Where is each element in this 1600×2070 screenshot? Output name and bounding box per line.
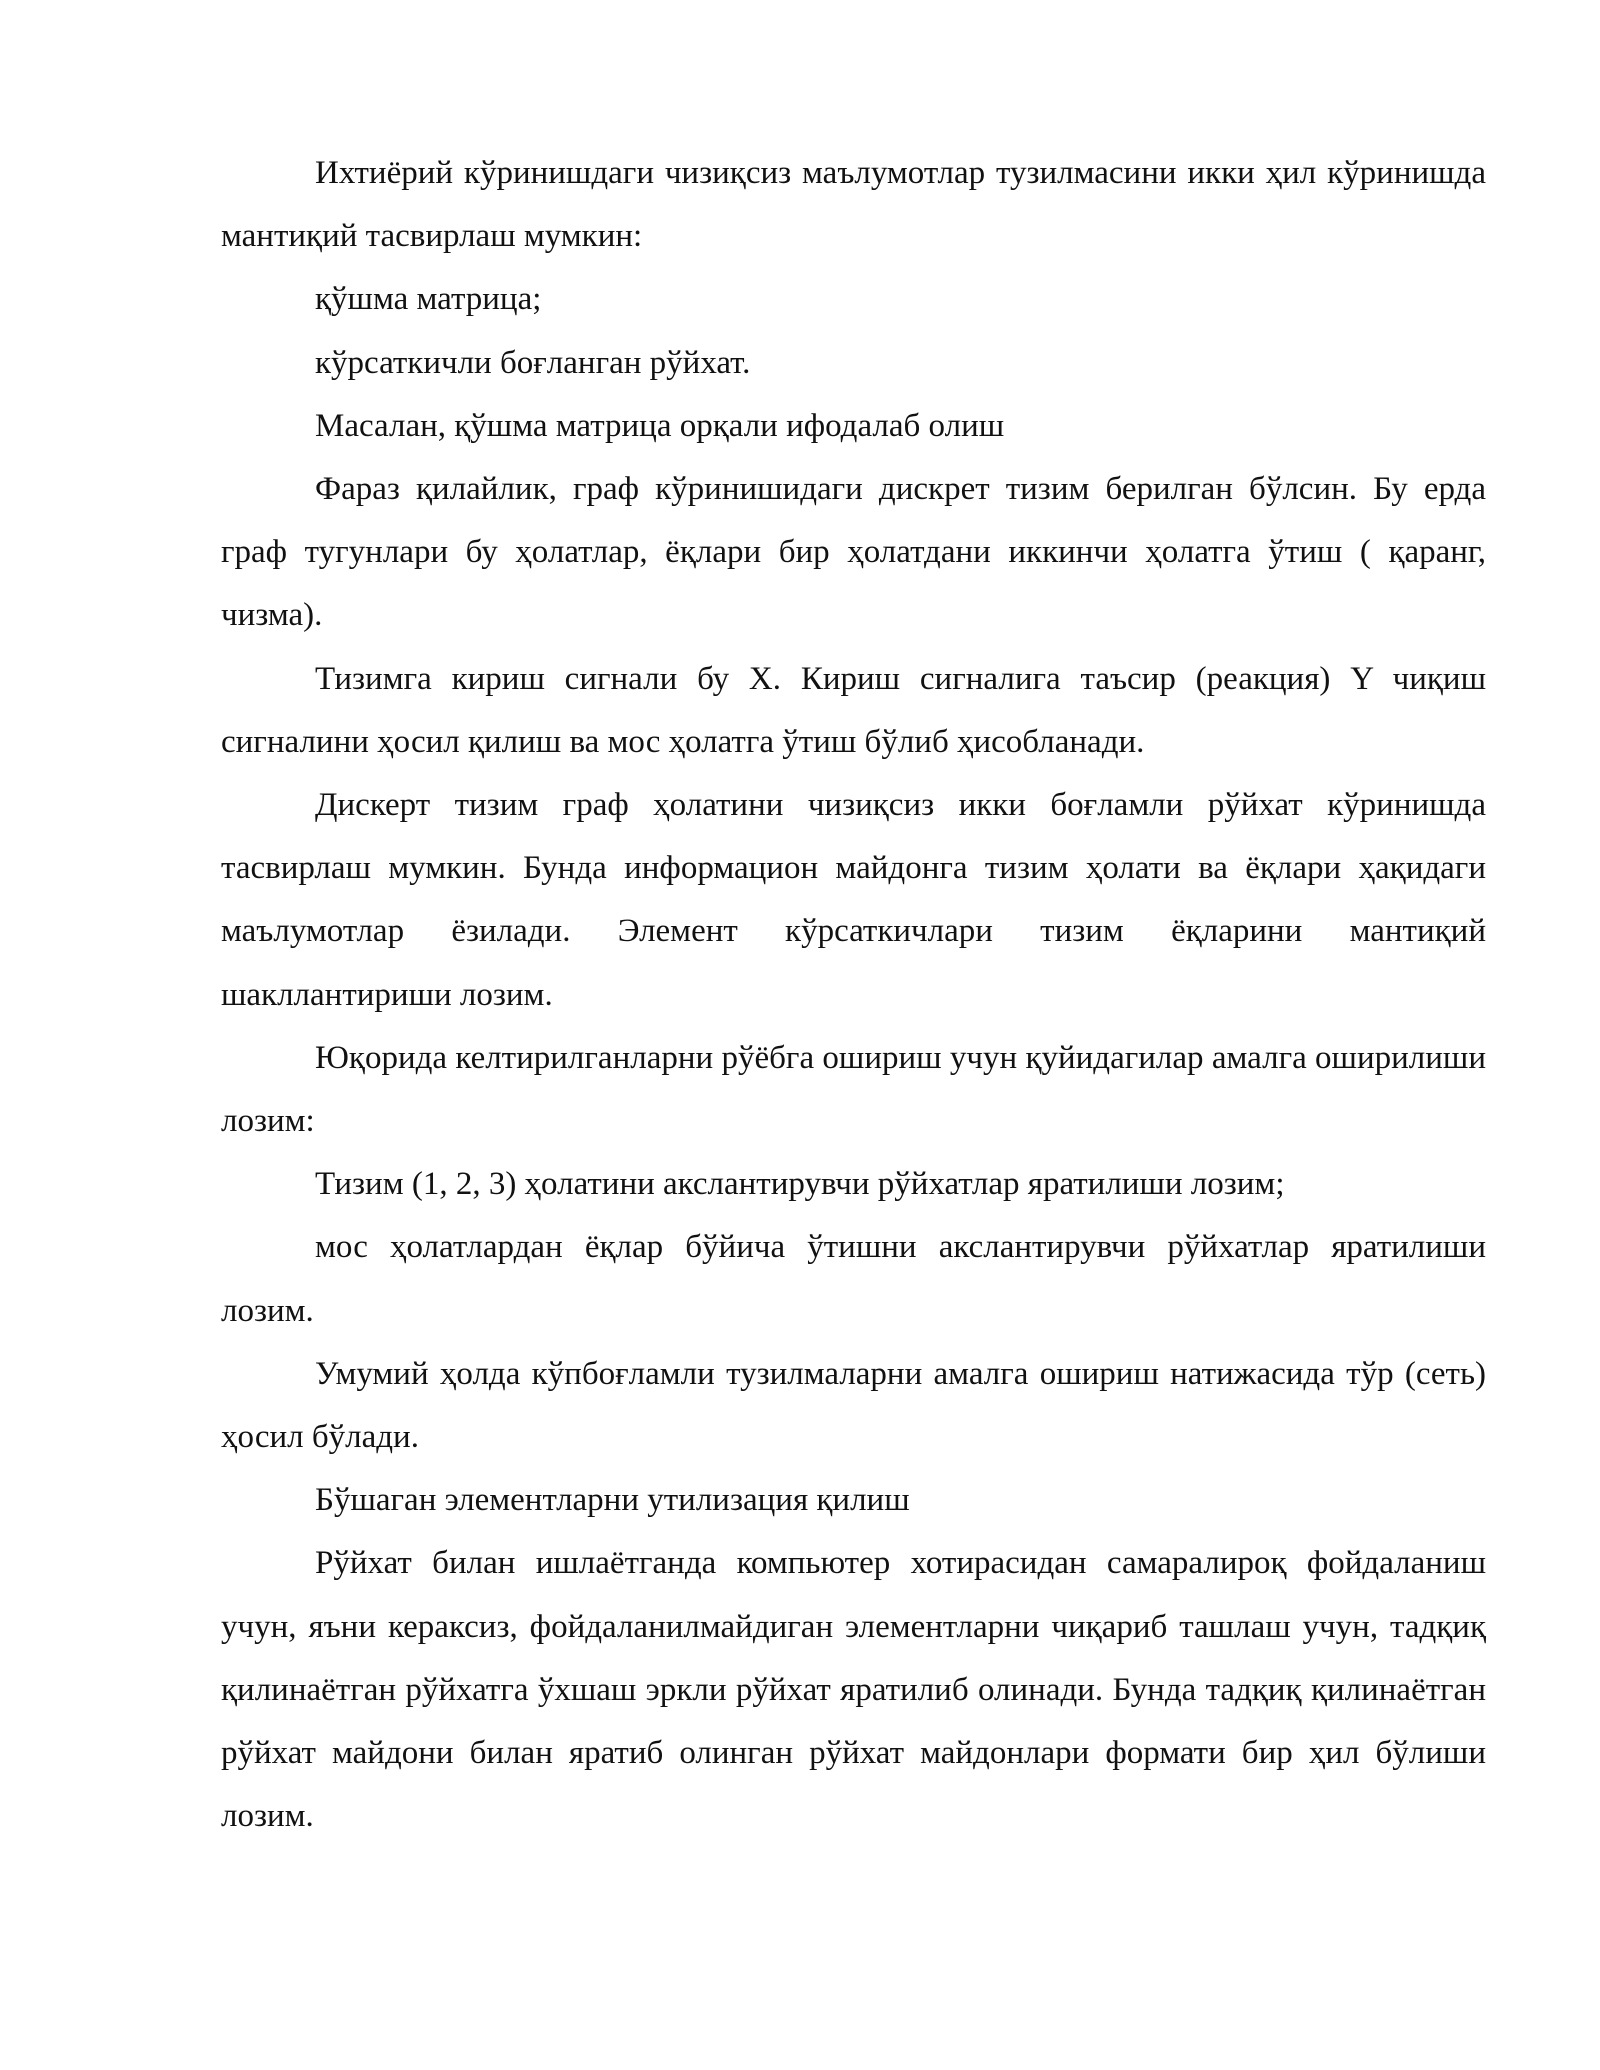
- list-item-transition-lists: мос ҳолатлардан ёқлар бўйича ўтишни акслантирувчи рўйхатлар яратилиши лозим.: [221, 1229, 1486, 1329]
- list-item-adjacency-matrix: қўшма матрица;: [315, 281, 542, 318]
- paragraph-utilization-heading: Бўшаган элементларни утилизация қилиш: [315, 1482, 910, 1519]
- list-item-linked-list: кўрсаткичли боғланган рўйхат.: [315, 344, 751, 381]
- paragraph-requirements: Юқорида келтирилганларни рўёбга ошириш учун қуйидагилар амалга оширилиши лозим:: [221, 1039, 1486, 1140]
- paragraph-discrete-system: Дискерт тизим граф ҳолатини чизиқсиз икки боғламли рўйхат кўринишда тасвирлаш мумкин. Бунда информацион майдонга тизим ҳолати ва ёқлари ҳақидаги маълумотлар ёзилади. Элемент кўрсаткичлари тизим ёқларини мантиқий шакллантириши лозим.: [221, 787, 1486, 1013]
- paragraph-utilization: Рўйхат билан ишлаётганда компьютер хотирасидан самаралироқ фойдаланиш учун, яъни кераксиз, фойдаланилмайдиган элементларни чиқариб ташлаш учун, тадқиқ қилинаётган рўйхатга ўхшаш эркли рўйхат яратилиб олинади. Бунда тадқиқ қилинаётган рўйхат майдони билан яратиб олинган рўйхат майдонлари формати бир ҳил бўлиши лозим.: [221, 1545, 1486, 1835]
- paragraph-input-signal: Тизимга кириш сигнали бу X. Кириш сигналига таъсир (реакция) Y чиқиш сигналини ҳосил қилиш ва мос ҳолатга ўтиш бўлиб ҳисобланади.: [221, 660, 1486, 760]
- paragraph-graph-system: Фараз қилайлик, граф кўринишидаги дискрет тизим берилган бўлсин. Бу ерда граф тугунлари бу ҳолатлар, ёқлари бир ҳолатдани иккинчи ҳолатга ўтиш ( қаранг, чизма).: [221, 471, 1486, 634]
- list-item-state-lists: Тизим (1, 2, 3) ҳолатини акслантирувчи рўйхатлар яратилиши лозим;: [315, 1166, 1285, 1203]
- document-body: [221, 142, 1486, 1848]
- paragraph-example-heading: Масалан, қўшма матрица орқали ифодалаб олиш: [315, 407, 1005, 444]
- paragraph-network: Умумий ҳолда кўпбоғламли тузилмаларни амалга ошириш натижасида тўр (сеть) ҳосил бўлади.: [221, 1355, 1486, 1456]
- paragraph-intro: Ихтиёрий кўринишдаги чизиқсиз маълумотлар тузилмасини икки ҳил кўринишда мантиқий тасвирлаш мумкин:: [221, 155, 1486, 255]
